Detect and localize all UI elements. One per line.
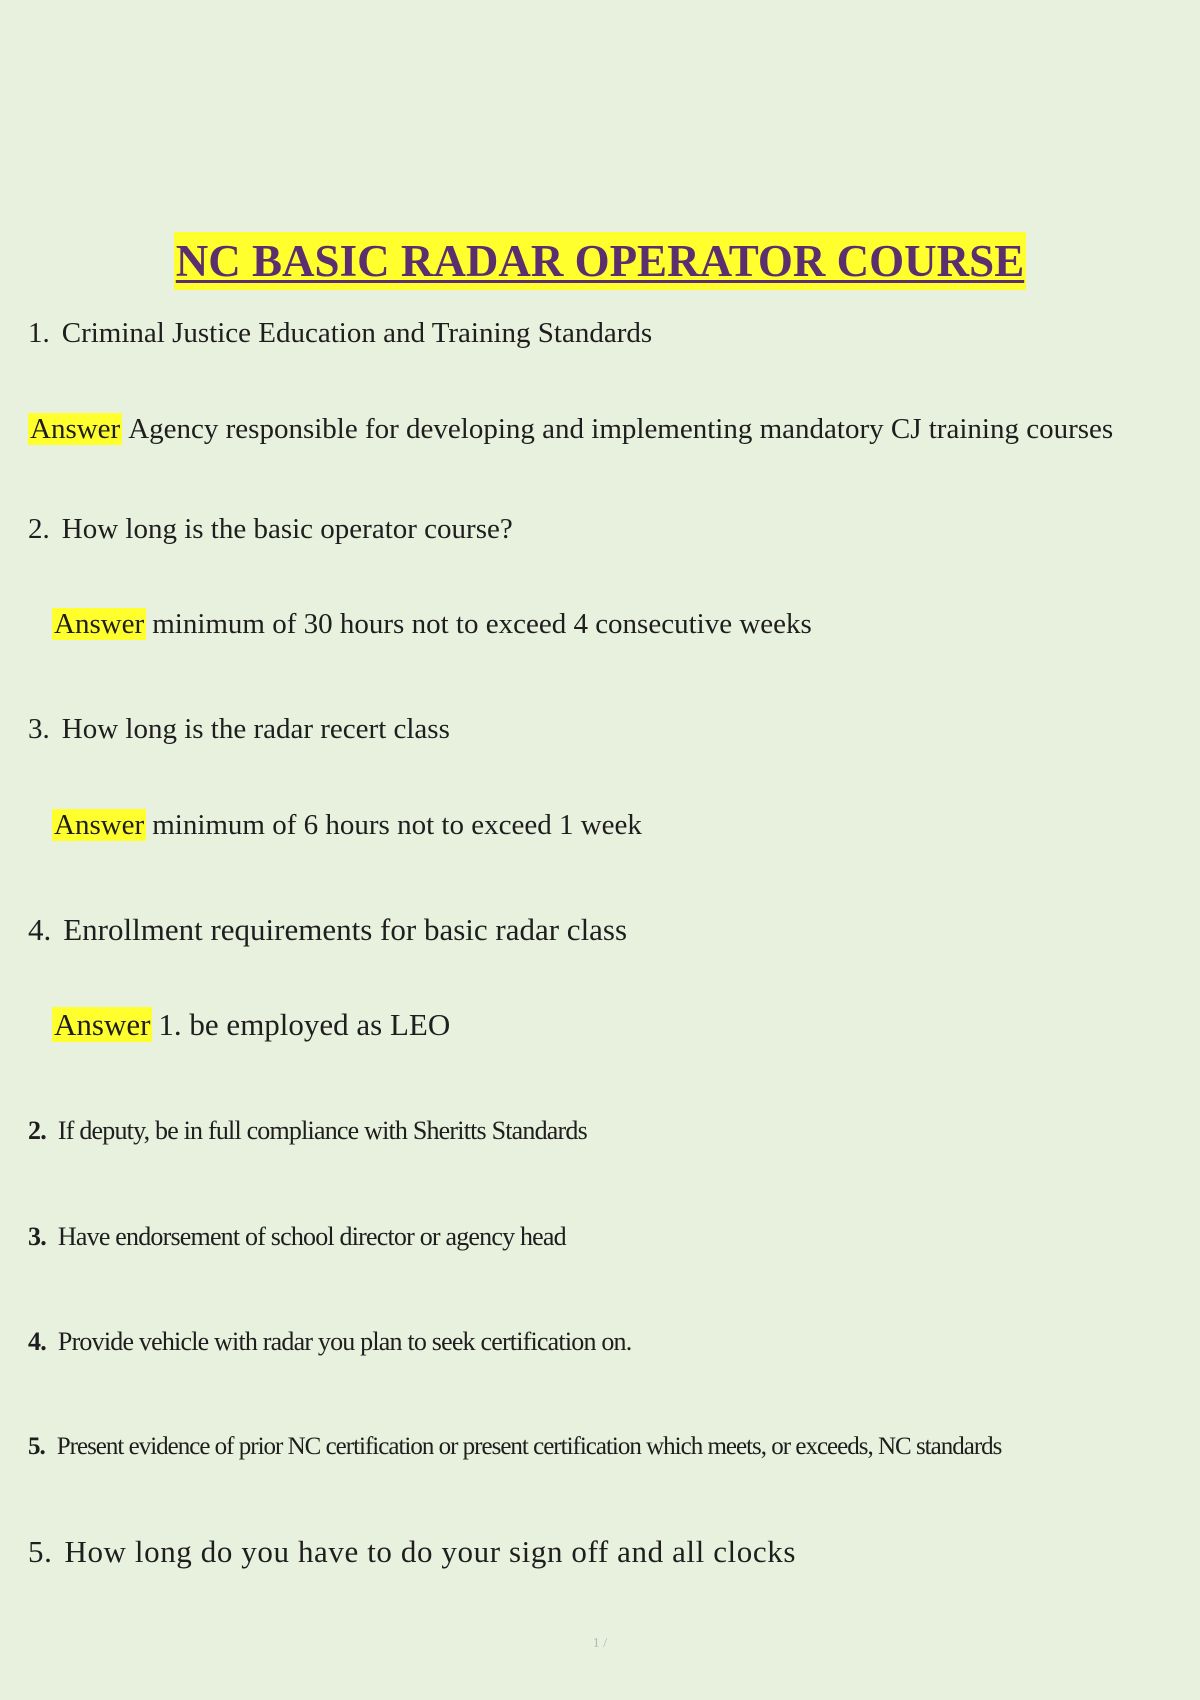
question-number: 5. <box>28 1534 53 1569</box>
question-5 <box>28 1533 796 1571</box>
answer-4 <box>52 1006 450 1044</box>
answer-3 <box>52 806 642 844</box>
requirement-4 <box>28 1323 631 1361</box>
question-number: 1. <box>28 317 50 349</box>
answer-text: minimum of 6 hours not to exceed 1 week <box>152 809 642 841</box>
question-text: How long is the basic operator course? <box>61 513 513 545</box>
question-1 <box>28 314 652 352</box>
question-3 <box>28 710 450 748</box>
requirement-number: 2. <box>28 1116 46 1145</box>
question-text: How long is the radar recert class <box>61 713 450 745</box>
answer-2 <box>52 605 812 643</box>
question-number: 4. <box>28 912 52 947</box>
requirement-text: Have endorsement of school director or agency head <box>57 1222 566 1251</box>
requirement-5 <box>28 1428 1001 1466</box>
answer-label: Answer <box>54 1007 151 1042</box>
question-text: Enrollment requirements for basic radar class <box>63 912 628 947</box>
requirement-number: 5. <box>28 1433 45 1460</box>
answer-text: Agency responsible for developing and implementing mandatory CJ training courses <box>128 413 1114 445</box>
requirement-3 <box>28 1218 566 1256</box>
requirement-2 <box>28 1112 587 1150</box>
answer-text: 1. be employed as LEO <box>158 1007 451 1042</box>
requirement-text: Present evidence of prior NC certification or present certification which meets, or exceeds, NC standards <box>56 1433 1002 1460</box>
answer-text: minimum of 30 hours not to exceed 4 consecutive weeks <box>152 608 812 640</box>
page-number: 1 / <box>592 1636 608 1651</box>
answer-label: Answer <box>54 608 145 640</box>
title-wrap <box>0 232 1200 290</box>
document-title: NC BASIC RADAR OPERATOR COURSE <box>174 232 1026 290</box>
requirement-text: Provide vehicle with radar you plan to seek certification on. <box>57 1327 632 1356</box>
question-number: 2. <box>28 513 50 545</box>
question-number: 3. <box>28 713 50 745</box>
question-2 <box>28 510 513 548</box>
answer-label: Answer <box>54 809 145 841</box>
question-4 <box>28 911 627 949</box>
requirement-number: 4. <box>28 1327 46 1356</box>
question-text: How long do you have to do your sign off and all clocks <box>64 1534 796 1569</box>
answer-1 <box>28 410 1113 448</box>
question-text: Criminal Justice Education and Training Standards <box>61 317 653 349</box>
requirement-text: If deputy, be in full compliance with Sheritts Standards <box>57 1116 587 1145</box>
requirement-number: 3. <box>28 1222 46 1251</box>
answer-label: Answer <box>30 413 121 445</box>
